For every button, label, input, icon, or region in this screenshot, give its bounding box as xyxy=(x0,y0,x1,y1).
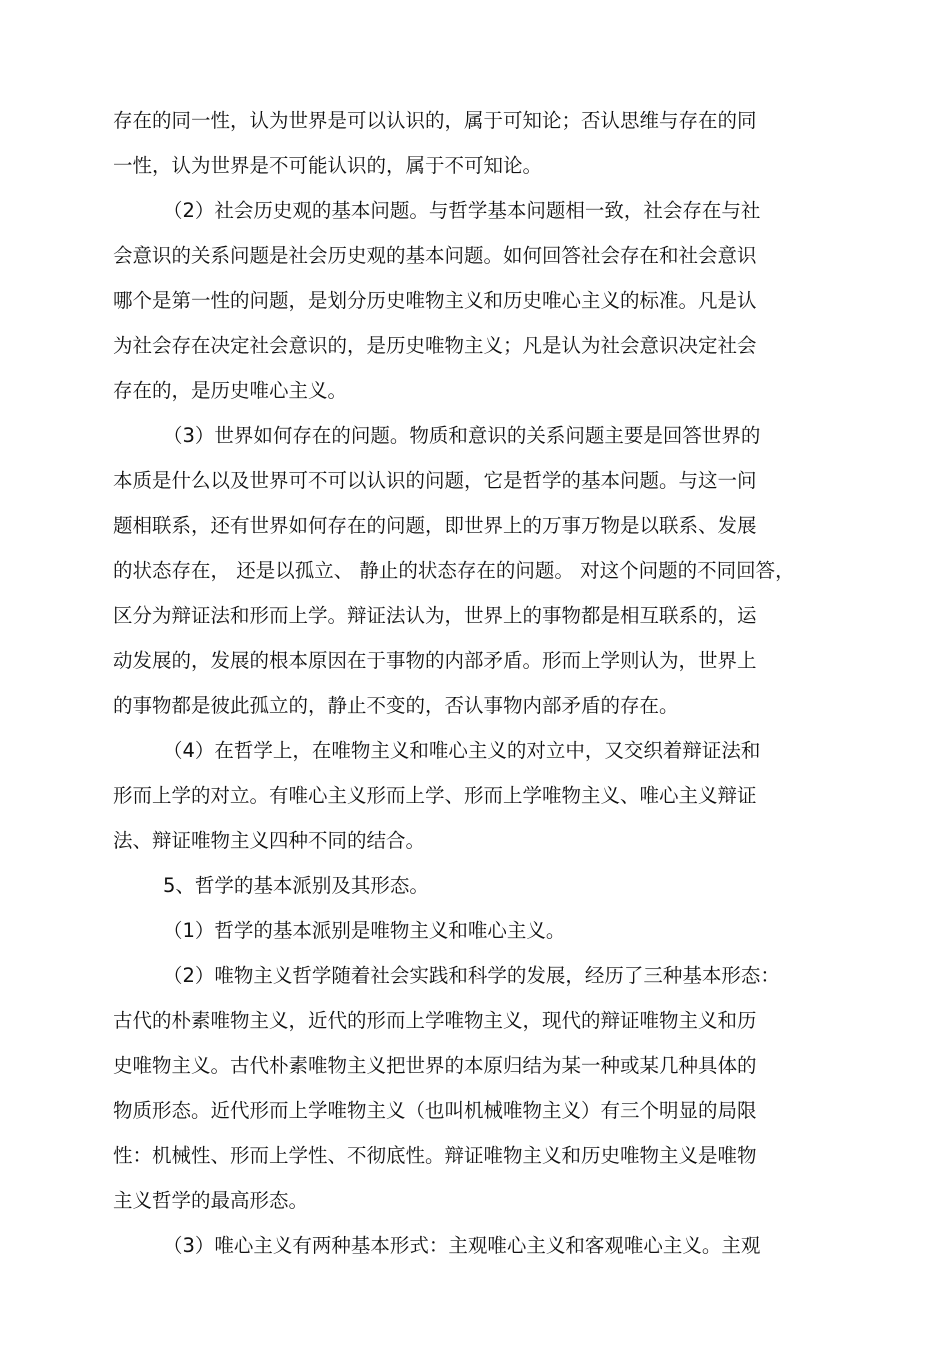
paragraph-line: （3）世界如何存在的问题。物质和意识的关系问题主要是回答世界的 xyxy=(163,424,761,447)
text-line: 法、辩证唯物主义四种不同的结合。 xyxy=(113,829,426,852)
text-line: 主义哲学的最高形态。 xyxy=(113,1189,309,1212)
text-line: 存在的同一性，认为世界是可以认识的，属于可知论；否认思维与存在的同 xyxy=(113,109,757,132)
text-line: 史唯物主义。古代朴素唯物主义把世界的本原归结为某一种或某几种具体的 xyxy=(113,1054,757,1077)
text-line: 形而上学的对立。有唯心主义形而上学、形而上学唯物主义、唯心主义辩证 xyxy=(113,784,757,807)
paragraph-line: （2）唯物主义哲学随着社会实践和科学的发展，经历了三种基本形态： xyxy=(163,964,780,987)
text-line: 古代的朴素唯物主义，近代的形而上学唯物主义，现代的辩证唯物主义和历 xyxy=(113,1009,757,1032)
paragraph-line: （2）社会历史观的基本问题。与哲学基本问题相一致，社会存在与社 xyxy=(163,199,761,222)
text-line: 哪个是第一性的问题，是划分历史唯物主义和历史唯心主义的标准。凡是认 xyxy=(113,289,757,312)
text-line: 的事物都是彼此孤立的，静止不变的，否认事物内部矛盾的存在。 xyxy=(113,694,679,717)
text-line: 一性，认为世界是不可能认识的，属于不可知论。 xyxy=(113,154,543,177)
text-line: 物质形态。近代形而上学唯物主义（也叫机械唯物主义）有三个明显的局限 xyxy=(113,1099,757,1122)
text-line: 存在的，是历史唯心主义。 xyxy=(113,379,348,402)
text-line: 题相联系，还有世界如何存在的问题，即世界上的万事万物是以联系、发展 xyxy=(113,514,757,537)
text-line: 的状态存在， 还是以孤立、 静止的状态存在的问题。 对这个问题的不同回答， xyxy=(113,559,795,582)
section-heading: 5、哲学的基本派别及其形态。 xyxy=(163,874,429,897)
paragraph-line: （3）唯心主义有两种基本形式：主观唯心主义和客观唯心主义。主观 xyxy=(163,1234,761,1257)
paragraph-line: （1）哲学的基本派别是唯物主义和唯心主义。 xyxy=(163,919,566,942)
text-line: 本质是什么以及世界可不可以认识的问题，它是哲学的基本问题。与这一问 xyxy=(113,469,757,492)
text-line: 区分为辩证法和形而上学。辩证法认为，世界上的事物都是相互联系的，运 xyxy=(113,604,757,627)
text-line: 为社会存在决定社会意识的，是历史唯物主义；凡是认为社会意识决定社会 xyxy=(113,334,757,357)
text-line: 会意识的关系问题是社会历史观的基本问题。如何回答社会存在和社会意识 xyxy=(113,244,757,267)
text-line: 动发展的，发展的根本原因在于事物的内部矛盾。形而上学则认为，世界上 xyxy=(113,649,757,672)
paragraph-line: （4）在哲学上，在唯物主义和唯心主义的对立中，又交织着辩证法和 xyxy=(163,739,761,762)
text-line: 性：机械性、形而上学性、不彻底性。辩证唯物主义和历史唯物主义是唯物 xyxy=(113,1144,757,1167)
